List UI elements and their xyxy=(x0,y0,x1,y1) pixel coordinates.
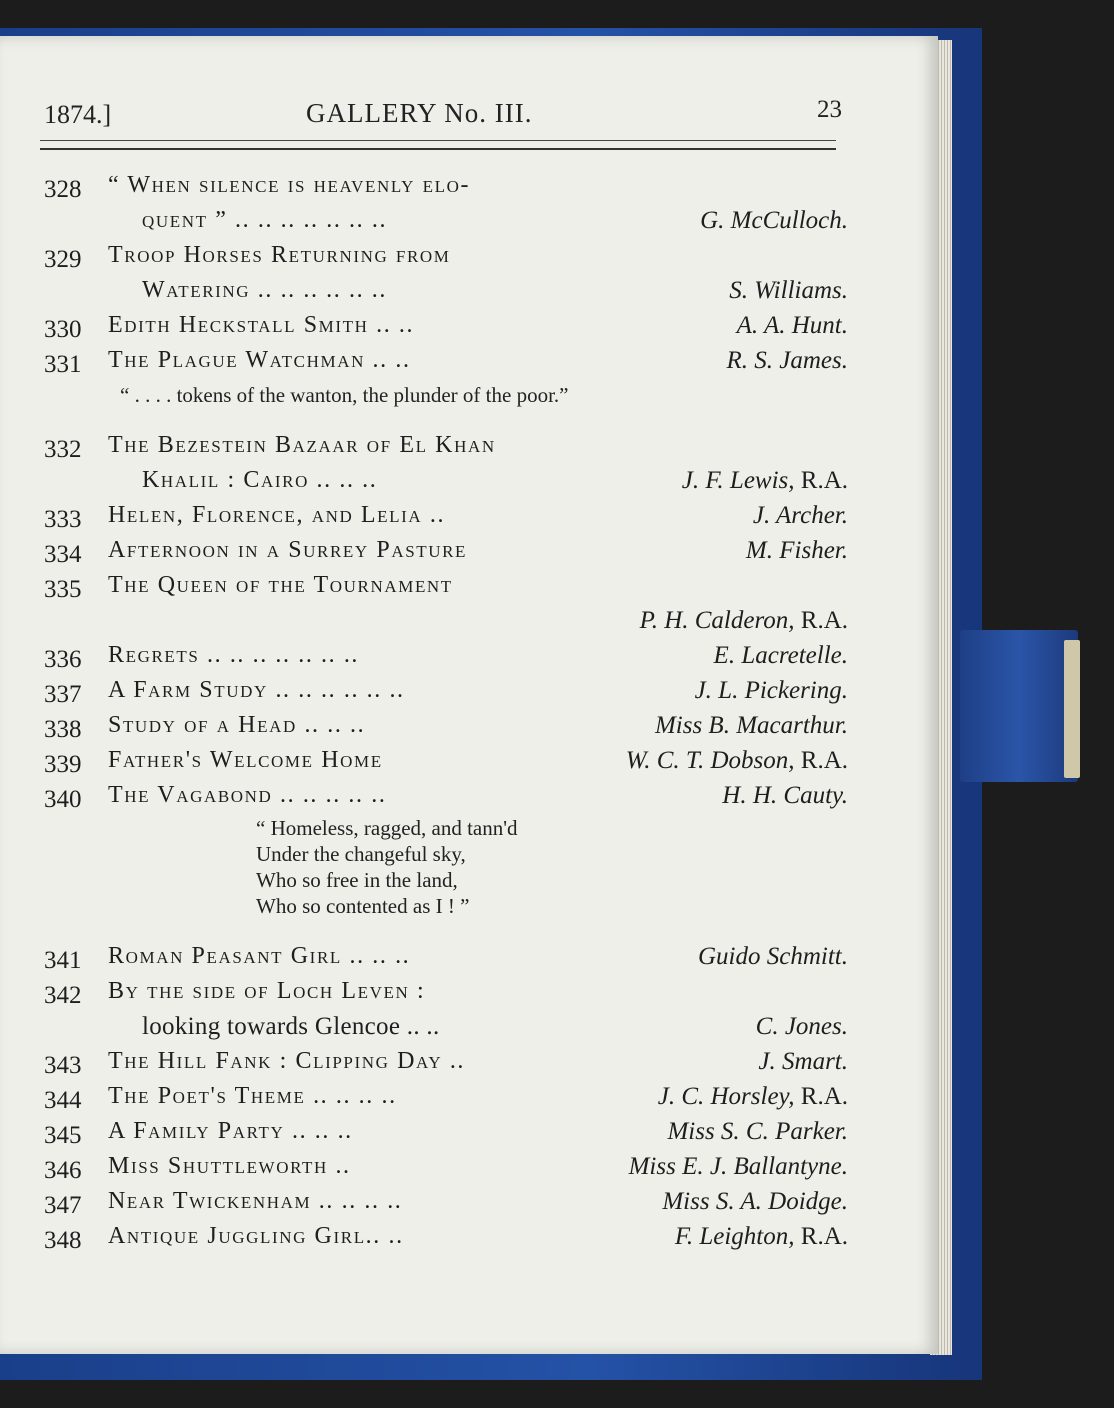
entry-title: The Poet's Theme .. .. .. .. xyxy=(108,1083,397,1109)
entry-number: 342 xyxy=(44,982,82,1009)
entry-title: The Plague Watchman .. .. xyxy=(108,347,411,373)
entry-artist xyxy=(682,463,848,498)
entry-title-cont: quent ” .. .. .. .. .. .. .. xyxy=(142,207,388,233)
entry-339 xyxy=(44,743,850,778)
entry-quotation xyxy=(44,813,850,939)
header-year: 1874.] xyxy=(44,100,112,129)
artist-honour: R.A. xyxy=(794,1083,848,1110)
entry-artist xyxy=(640,603,848,638)
entry-artist: G. McCulloch. xyxy=(700,207,848,234)
entry-number: 331 xyxy=(44,351,82,378)
entry-line xyxy=(44,463,850,498)
entry-line xyxy=(44,168,850,203)
entry-artist: M. Fisher. xyxy=(745,537,848,564)
entry-title: A Farm Study .. .. .. .. .. .. xyxy=(108,677,405,703)
entry-338 xyxy=(44,708,850,743)
entry-title: Helen, Florence, and Lelia .. xyxy=(108,502,446,528)
entry-artist: A. A. Hunt. xyxy=(736,312,848,339)
entry-number: 339 xyxy=(44,751,82,778)
artist-name: F. Leighton, xyxy=(674,1223,795,1250)
entry-artist xyxy=(626,743,848,778)
quote-line: Under the changeful sky, xyxy=(256,842,466,866)
entry-title: The Vagabond .. .. .. .. .. xyxy=(108,782,387,808)
entry-336 xyxy=(44,638,850,673)
entry-title: Roman Peasant Girl .. .. .. xyxy=(108,943,411,969)
artist-honour: R.A. xyxy=(794,1223,848,1250)
entry-line xyxy=(44,343,850,378)
entry-number: 347 xyxy=(44,1192,82,1219)
entry-artist: J. Archer. xyxy=(752,502,848,529)
entry-title: The Hill Fank : Clipping Day .. xyxy=(108,1048,466,1074)
entry-343 xyxy=(44,1044,850,1079)
entry-title: Near Twickenham .. .. .. .. xyxy=(108,1188,403,1214)
quote-line: “ . . . . tokens of the wanton, the plunder of the poor.” xyxy=(120,383,569,407)
entry-348 xyxy=(44,1219,850,1254)
entry-title-cont: looking towards Glencoe .. .. xyxy=(142,1013,440,1040)
entry-artist: H. H. Cauty. xyxy=(722,782,848,809)
entry-artist: Miss S. C. Parker. xyxy=(667,1118,848,1145)
entry-line xyxy=(44,203,850,238)
bookmark-tab xyxy=(1064,640,1080,778)
entry-number: 344 xyxy=(44,1087,82,1114)
entry-artist: Miss E. J. Ballantyne. xyxy=(628,1153,848,1180)
entry-number: 332 xyxy=(44,436,82,463)
quote-line: Who so contented as I ! ” xyxy=(256,894,470,918)
entry-title: By the side of Loch Leven : xyxy=(108,978,426,1004)
entry-artist: S. Williams. xyxy=(729,277,848,304)
entry-number: 346 xyxy=(44,1157,82,1184)
entry-artist: J. Smart. xyxy=(758,1048,848,1075)
entry-340 xyxy=(44,778,850,939)
entry-number: 345 xyxy=(44,1122,82,1149)
entry-title: Study of a Head .. .. .. xyxy=(108,712,366,738)
artist-name: W. C. T. Dobson, xyxy=(625,747,795,774)
entry-title: The Bezestein Bazaar of El Khan xyxy=(108,432,496,458)
entry-artist xyxy=(658,1079,848,1114)
artist-honour: R.A. xyxy=(794,747,848,774)
entry-number: 334 xyxy=(44,541,82,568)
quote-line: Who so free in the land, xyxy=(256,868,458,892)
entry-artist: C. Jones. xyxy=(755,1013,848,1040)
page-number: 23 xyxy=(817,96,842,123)
entry-number: 343 xyxy=(44,1052,82,1079)
entry-line xyxy=(44,974,850,1009)
entry-number: 337 xyxy=(44,681,82,708)
header-rule-thick xyxy=(40,148,836,150)
entry-title: Troop Horses Returning from xyxy=(108,242,451,268)
entry-title-cont: Watering .. .. .. .. .. .. xyxy=(142,277,387,303)
entry-330 xyxy=(44,308,850,343)
artist-honour: R.A. xyxy=(794,607,848,634)
entry-artist: R. S. James. xyxy=(726,347,848,374)
entry-artist: J. L. Pickering. xyxy=(694,677,848,704)
entry-number: 336 xyxy=(44,646,82,673)
entry-line xyxy=(44,1009,850,1044)
bookmark-ribbon xyxy=(960,630,1078,782)
artist-name: J. F. Lewis, xyxy=(681,467,795,494)
entry-list xyxy=(44,168,850,1254)
entry-title: Regrets .. .. .. .. .. .. .. xyxy=(108,642,360,668)
entry-artist: E. Lacretelle. xyxy=(713,642,848,669)
entry-quotation xyxy=(44,378,850,428)
entry-335 xyxy=(44,568,850,638)
entry-line xyxy=(44,238,850,273)
entry-title: “ When silence is heavenly elo- xyxy=(108,172,471,198)
entry-line xyxy=(44,568,850,603)
entry-332 xyxy=(44,428,850,498)
entry-number: 341 xyxy=(44,947,82,974)
entry-title: Father's Welcome Home xyxy=(108,747,383,773)
entry-number: 328 xyxy=(44,176,82,203)
entry-329 xyxy=(44,238,850,308)
artist-name: P. H. Calderon, xyxy=(639,607,795,634)
entry-artist: Miss S. A. Doidge. xyxy=(662,1188,848,1215)
entry-title-cont: Khalil : Cairo .. .. .. xyxy=(142,467,378,493)
entry-334 xyxy=(44,533,850,568)
entry-number: 348 xyxy=(44,1227,82,1254)
quote-line: “ Homeless, ragged, and tann'd xyxy=(256,816,518,840)
entry-number: 329 xyxy=(44,246,82,273)
header-rule-thin xyxy=(40,140,836,141)
entry-number: 340 xyxy=(44,786,82,813)
entry-line xyxy=(44,778,850,813)
entry-artist: Guido Schmitt. xyxy=(698,943,848,970)
entry-342 xyxy=(44,974,850,1044)
entry-title: Afternoon in a Surrey Pasture xyxy=(108,537,468,563)
entry-title: The Queen of the Tournament xyxy=(108,572,453,598)
entry-title: Antique Juggling Girl.. .. xyxy=(108,1223,404,1249)
entry-title: Edith Heckstall Smith .. .. xyxy=(108,312,415,338)
entry-number: 338 xyxy=(44,716,82,743)
entry-artist: Miss B. Macarthur. xyxy=(654,712,848,739)
entry-337 xyxy=(44,673,850,708)
entry-title: A Family Party .. .. .. xyxy=(108,1118,353,1144)
entry-346 xyxy=(44,1149,850,1184)
entry-number: 330 xyxy=(44,316,82,343)
entry-341 xyxy=(44,939,850,974)
entry-number: 333 xyxy=(44,506,82,533)
gallery-title: GALLERY No. III. xyxy=(306,98,533,128)
artist-honour: R.A. xyxy=(794,467,848,494)
entry-title: Miss Shuttleworth .. xyxy=(108,1153,351,1179)
entry-331 xyxy=(44,343,850,428)
entry-line xyxy=(44,603,850,638)
entry-line xyxy=(44,428,850,463)
entry-344 xyxy=(44,1079,850,1114)
entry-number: 335 xyxy=(44,576,82,603)
entry-333 xyxy=(44,498,850,533)
artist-name: J. C. Horsley, xyxy=(657,1083,795,1110)
entry-347 xyxy=(44,1184,850,1219)
entry-345 xyxy=(44,1114,850,1149)
entry-328 xyxy=(44,168,850,238)
entry-artist xyxy=(675,1219,848,1254)
running-header xyxy=(44,96,844,136)
entry-line xyxy=(44,273,850,308)
